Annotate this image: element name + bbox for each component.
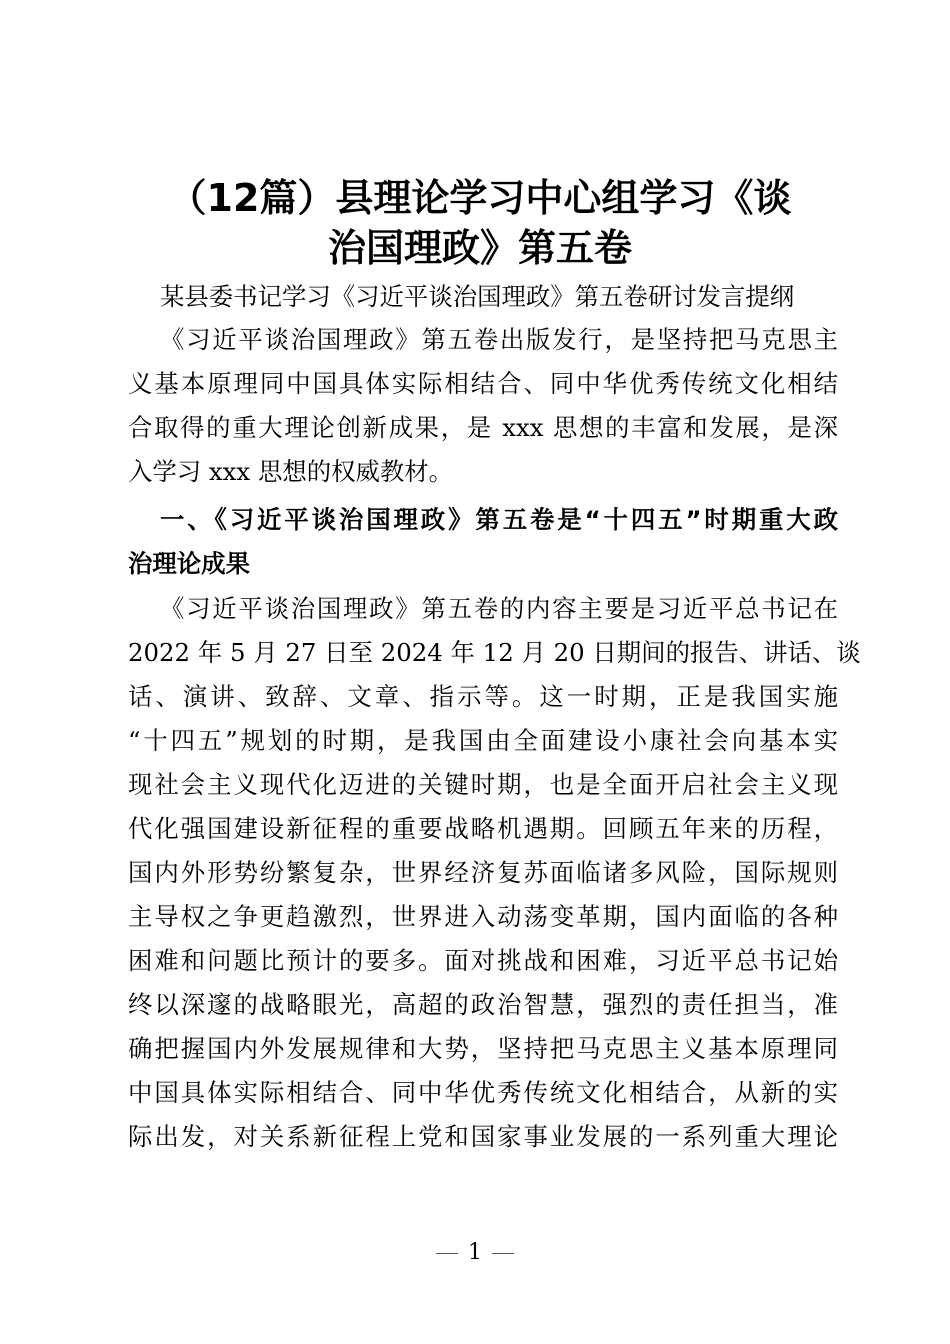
paragraph-2-line: 现社会主义现代化迈进的关键时期，也是全面开启社会主义现 <box>128 770 838 799</box>
paragraph-2-line: 主导权之争更趋激烈，世界进入动荡变革期，国内面临的各种 <box>128 902 838 931</box>
paragraph-2-line: “十四五”规划的时期，是我国由全面建设小康社会向基本实 <box>128 726 838 755</box>
page-number-value: 1 <box>468 1240 482 1265</box>
paragraph-1-line: 合取得的重大理论创新成果，是 xxx 思想的丰富和发展，是深 <box>128 413 838 442</box>
document-title-line-2: 治国理政》第五卷 <box>327 226 632 270</box>
section-heading-line: 一、《习近平谈治国理政》第五卷是“十四五”时期重大政 <box>160 505 838 534</box>
paragraph-2-line: 困难和问题比预计的要多。面对挑战和困难，习近平总书记始 <box>128 946 838 975</box>
page-number <box>0 1238 950 1268</box>
paragraph-2-line: 《习近平谈治国理政》第五卷的内容主要是习近平总书记在 <box>160 594 838 623</box>
paragraph-1-line: 《习近平谈治国理政》第五卷出版发行，是坚持把马克思主 <box>160 325 838 354</box>
dash-right-icon <box>492 1253 514 1254</box>
document-title-line-1: （12篇）县理论学习中心组学习《谈 <box>168 176 792 220</box>
paragraph-2-line: 话、演讲、致辞、文章、指示等。这一时期，正是我国实施 <box>128 682 838 711</box>
paragraph-1-line: 入学习 xxx 思想的权威教材。 <box>128 457 454 486</box>
paragraph-2-line: 2022 年 5 月 27 日至 2024 年 12 月 20 日期间的报告、讲话、谈 <box>128 638 861 667</box>
paragraph-2-line: 国内外形势纷繁复杂，世界经济复苏面临诸多风险，国际规则 <box>128 858 838 887</box>
paragraph-2-line: 代化强国建设新征程的重要战略机遇期。回顾五年来的历程， <box>128 814 838 843</box>
paragraph-2-line: 际出发，对关系新征程上党和国家事业发展的一系列重大理论 <box>128 1122 838 1151</box>
paragraph-2-line: 中国具体实际相结合、同中华优秀传统文化相结合，从新的实 <box>128 1078 838 1107</box>
section-heading-line: 治理论成果 <box>128 549 250 578</box>
paragraph-1-line: 义基本原理同中国具体实际相结合、同中华优秀传统文化相结 <box>128 369 838 398</box>
dash-left-icon <box>436 1253 458 1254</box>
paragraph-2-line: 终以深邃的战略眼光，高超的政治智慧，强烈的责任担当，准 <box>128 990 838 1019</box>
paragraph-2-line: 确把握国内外发展规律和大势，坚持把马克思主义基本原理同 <box>128 1034 838 1063</box>
document-subtitle: 某县委书记学习《习近平谈治国理政》第五卷研讨发言提纲 <box>160 282 795 311</box>
